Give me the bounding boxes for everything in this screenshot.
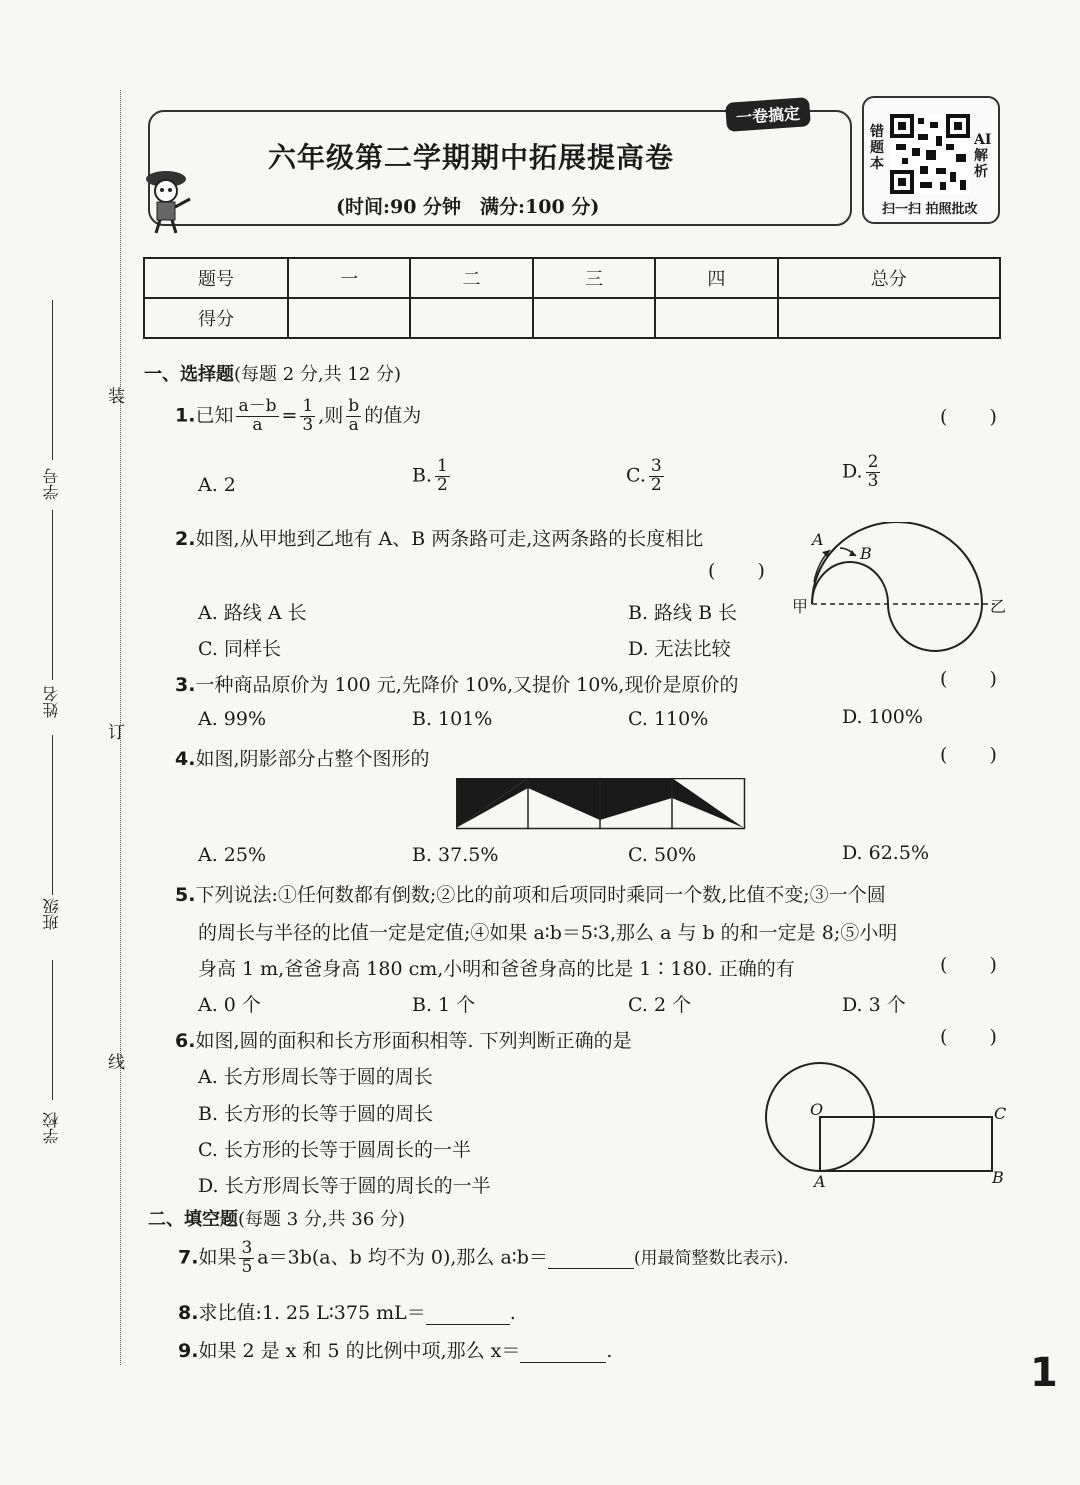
table-cell: 总分 — [778, 258, 1001, 298]
fraction: $\frac{a-b}{a}$ — [238, 396, 277, 435]
option-c[interactable]: C. 长方形的长等于圆周长的一半 — [198, 1139, 471, 1161]
option-a[interactable]: A. 长方形周长等于圆的周长 — [198, 1066, 433, 1088]
field-line-xuehao — [52, 300, 53, 460]
answer-blank[interactable] — [548, 1246, 634, 1269]
route-figure — [790, 522, 1010, 662]
qr-bottom-label: 扫一扫 拍照批改 — [882, 202, 978, 217]
field-line-banji — [52, 735, 53, 895]
field-line-xuexiao — [52, 960, 53, 1100]
table-cell: 一 — [288, 258, 410, 298]
question-8: 8.求比值:1. 25 L∶375 mL＝ . — [178, 1302, 516, 1324]
answer-paren[interactable]: ( ) — [940, 744, 1015, 766]
binding-char-3: 线 — [108, 1053, 125, 1073]
option-d[interactable]: D. $\frac{2}{3}$ — [842, 452, 879, 491]
qr-left-label: 错题本 — [870, 124, 884, 173]
table-cell: 四 — [655, 258, 777, 298]
answer-paren[interactable]: ( ) — [940, 954, 1015, 976]
field-label-banji: 班级 — [42, 898, 61, 930]
brand-badge: 一卷搞定 — [725, 97, 811, 132]
option-c[interactable]: C. 110% — [628, 708, 709, 730]
option-a[interactable]: A. 路线 A 长 — [198, 602, 307, 624]
question-text: 如图,圆的面积和长方形面积相等. 下列判断正确的是 — [195, 1030, 632, 1052]
question-9: 9.如果 2 是 x 和 5 的比例中项,那么 x＝ . — [178, 1340, 613, 1362]
question-5-line-3: 身高 1 m,爸爸身高 180 cm,小明和爸爸身高的比是 1∶180. 正确的有 — [198, 958, 795, 980]
field-label-xuexiao: 学校 — [42, 1112, 61, 1144]
fraction: $\frac{b}{a}$ — [348, 396, 360, 435]
fraction: $\frac{1}{3}$ — [302, 396, 314, 435]
answer-paren[interactable]: ( ) — [940, 1026, 1015, 1048]
question-6: 6.如图,圆的面积和长方形面积相等. 下列判断正确的是 — [175, 1030, 632, 1052]
question-5: 5.下列说法:①任何数都有倒数;②比的前项和后项同时乘同一个数,比值不变;③一个圆 — [175, 884, 886, 906]
figure-label-start: 甲 — [792, 597, 809, 616]
score-input-cell[interactable] — [655, 298, 777, 338]
option-b[interactable]: B. 路线 B 长 — [628, 602, 738, 624]
question-text: 求比值:1. 25 L∶375 mL＝ — [198, 1302, 426, 1324]
option-d[interactable]: D. 3 个 — [842, 994, 906, 1016]
question-text: 已知 — [195, 404, 234, 427]
field-label-xingming: 姓名 — [42, 686, 61, 718]
answer-blank[interactable] — [520, 1340, 606, 1363]
option-d[interactable]: D. 无法比较 — [628, 638, 731, 660]
binding-char-2: 订 — [108, 723, 125, 743]
table-cell: 得分 — [144, 298, 288, 338]
figure-label-c: C — [994, 1104, 1007, 1123]
question-text: 一种商品原价为 100 元,先降价 10%,又提价 10%,现价是原价的 — [195, 674, 739, 696]
option-b[interactable]: B. 1 个 — [412, 994, 476, 1016]
section-1-heading — [144, 360, 401, 386]
score-input-cell[interactable] — [288, 298, 410, 338]
figure-label-a: A — [812, 530, 824, 549]
option-b[interactable]: B. $\frac{1}{2}$ — [412, 456, 448, 495]
circle-rectangle-figure — [760, 1060, 1010, 1190]
figure-label-b: B — [992, 1168, 1004, 1187]
option-d[interactable]: D. 100% — [842, 706, 923, 728]
question-text: 下列说法:①任何数都有倒数;②比的前项和后项同时乘同一个数,比值不变;③一个圆 — [195, 884, 886, 906]
score-input-cell[interactable] — [778, 298, 1001, 338]
page-number: 1 — [1030, 1350, 1058, 1396]
section-2-heading — [148, 1205, 405, 1231]
section-1-note: (每题 2 分,共 12 分) — [234, 364, 402, 385]
qr-code-icon[interactable] — [890, 114, 970, 198]
question-3: 3.一种商品原价为 100 元,先降价 10%,又提价 10%,现价是原价的 — [175, 674, 739, 696]
section-2-note: (每题 3 分,共 36 分) — [238, 1209, 406, 1230]
question-text: 如果 2 是 x 和 5 的比例中项,那么 x＝ — [198, 1340, 521, 1362]
score-input-cell[interactable] — [533, 298, 655, 338]
score-input-cell[interactable] — [410, 298, 532, 338]
score-table-header-row — [144, 258, 1000, 298]
score-table — [143, 257, 1001, 339]
option-c[interactable]: C. 2 个 — [628, 994, 692, 1016]
option-c[interactable]: C. $\frac{3}{2}$ — [626, 456, 662, 495]
option-a[interactable]: A. 25% — [198, 844, 267, 866]
option-b[interactable]: B. 101% — [412, 708, 493, 730]
page-subtitle: (时间:90 分钟 满分:100 分) — [336, 196, 600, 218]
question-text: 如图,从甲地到乙地有 A、B 两条路可走,这两条路的长度相比 — [195, 528, 704, 550]
option-d[interactable]: D. 62.5% — [842, 842, 929, 864]
table-cell: 二 — [410, 258, 532, 298]
section-2-title: 二、填空题 — [148, 1209, 238, 1230]
figure-label-end: 乙 — [990, 597, 1007, 616]
option-a[interactable]: A. 2 — [198, 474, 236, 496]
field-label-xuehao: 学号 — [42, 468, 61, 500]
table-cell: 题号 — [144, 258, 288, 298]
question-2: 2.如图,从甲地到乙地有 A、B 两条路可走,这两条路的长度相比 — [175, 528, 704, 550]
fraction: $\frac{3}{5}$ — [241, 1238, 253, 1277]
option-b[interactable]: B. 长方形的长等于圆的周长 — [198, 1103, 434, 1125]
qr-right-label: AI解析 — [974, 132, 992, 181]
answer-blank[interactable] — [426, 1302, 510, 1325]
figure-label-o: O — [810, 1100, 824, 1119]
question-7: 7.如果 $\frac{3}{5}$ a＝3b(a、b 均不为 0),那么 a∶b＝ (用最简整数比表示). — [178, 1238, 789, 1277]
question-1: 1.已知 $\frac{a-b}{a}$ = $\frac{1}{3}$ ,则 $\frac{b}{a}$ 的值为 — [175, 396, 422, 435]
binding-char-1: 装 — [108, 387, 125, 407]
question-number: 1. — [175, 404, 196, 427]
answer-paren[interactable]: ( ) — [940, 406, 1015, 428]
table-cell: 三 — [533, 258, 655, 298]
mascot-icon — [140, 165, 198, 239]
field-line-xingming — [52, 510, 53, 680]
option-a[interactable]: A. 99% — [198, 708, 267, 730]
question-text: 如果 — [198, 1246, 237, 1269]
option-a[interactable]: A. 0 个 — [198, 994, 261, 1016]
page-title: 六年级第二学期期中拓展提高卷 — [268, 141, 675, 174]
figure-label-a: A — [814, 1172, 826, 1191]
answer-paren[interactable]: ( ) — [940, 668, 1015, 690]
option-c[interactable]: C. 50% — [628, 844, 697, 866]
option-d[interactable]: D. 长方形周长等于圆的周长的一半 — [198, 1175, 491, 1197]
section-1-title: 一、选择题 — [144, 364, 234, 385]
question-5-line-2: 的周长与半径的比值一定是定值;④如果 a∶b＝5∶3,那么 a 与 b 的和一定是 8;⑤小明 — [198, 922, 898, 944]
score-table-score-row — [144, 298, 1000, 338]
shaded-rectangle-figure — [456, 778, 746, 834]
figure-label-b: B — [860, 544, 872, 563]
question-text: 如图,阴影部分占整个图形的 — [195, 748, 430, 770]
answer-paren[interactable]: ( ) — [708, 560, 783, 582]
option-c[interactable]: C. 同样长 — [198, 638, 281, 660]
option-b[interactable]: B. 37.5% — [412, 844, 499, 866]
question-4: 4.如图,阴影部分占整个图形的 — [175, 748, 430, 770]
